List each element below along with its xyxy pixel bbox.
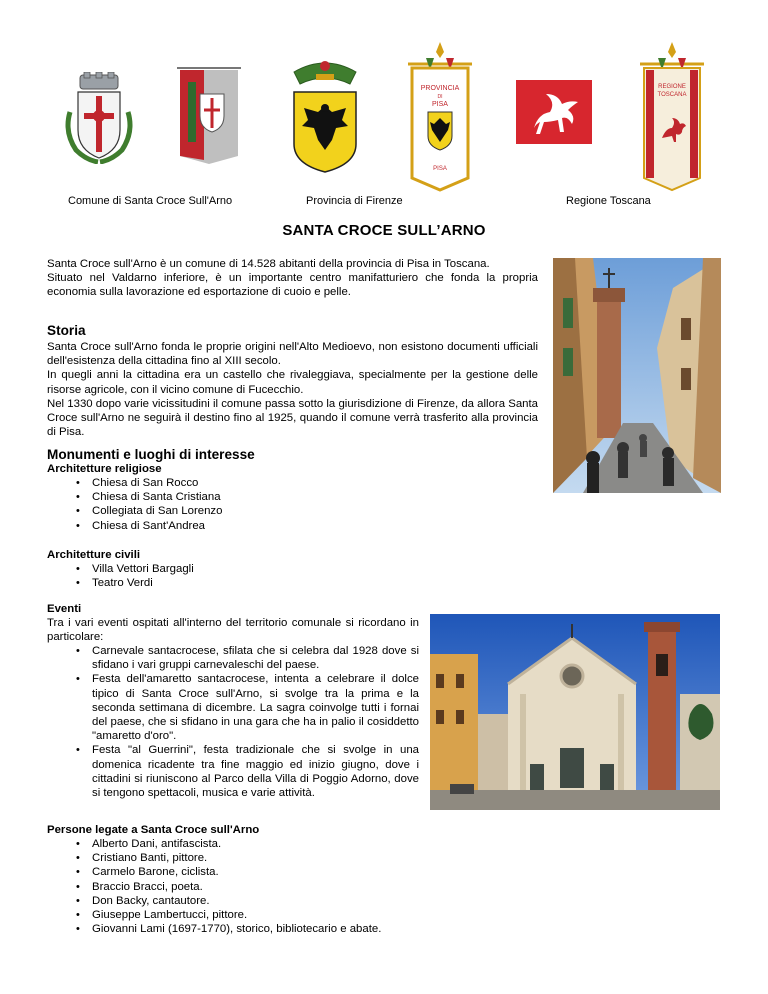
regione-flag bbox=[516, 80, 592, 144]
list-item: • Festa "al Guerrini", festa tradizionale che si svolge in una domenica ricadente tra fine maggio ed inizio giugno, dove i cittadini si riuniscono al Parco della Villa di Poggio Adorno, dove si tengono spettacoli, musica e varie attività. bbox=[47, 743, 419, 800]
list-item: • Chiesa di San Rocco bbox=[47, 476, 538, 490]
list-item: • Braccio Bracci, poeta. bbox=[47, 880, 538, 894]
civili-list bbox=[47, 562, 538, 590]
page-title: SANTA CROCE SULL’ARNO bbox=[282, 222, 486, 239]
caption-regione: Regione Toscana bbox=[566, 195, 651, 207]
eventi-list bbox=[47, 644, 419, 800]
list-item: • Alberto Dani, antifascista. bbox=[47, 837, 538, 851]
list-item: • Carnevale santacrocese, sfilata che si celebra dal 1928 dove si sfidano i vari gruppi carnevaleschi del paese. bbox=[47, 644, 419, 672]
svg-text:PISA: PISA bbox=[432, 101, 448, 108]
storia-paragraph bbox=[47, 340, 538, 439]
list-item: • Giuseppe Lambertucci, pittore. bbox=[47, 908, 538, 922]
list-item: • Collegiata di San Lorenzo bbox=[47, 504, 538, 518]
storia-p1: Santa Croce sull'Arno fonda le proprie origini nell'Alto Medioevo, non esistono documenti ufficiali dell'esistenza della cittadina fino al XIII secolo. bbox=[47, 341, 538, 368]
intro-paragraph bbox=[47, 257, 538, 300]
street-photo bbox=[553, 258, 721, 493]
persone-list bbox=[47, 837, 538, 936]
church-photo bbox=[430, 614, 720, 810]
religiose-heading: Architetture religiose bbox=[47, 463, 162, 475]
svg-text:PROVINCIA: PROVINCIA bbox=[420, 85, 460, 92]
storia-p2: In quegli anni la cittadina era un castello che rivaleggiava, specialmente per la gestione delle risorse agricole, con il vicino comune di Fucecchio. bbox=[47, 369, 538, 396]
list-item: • Festa dell'amaretto santacrocese, intenta a celebrare il dolce tipico di Santa Croce sull'Arno, si svolge tra la prima e la seconda settimana di dicembre. La sagra coinvolge tutti i fornai del paese, che si sfidano in una gara che ha in palio il cosiddetto "amaretto d'oro". bbox=[47, 672, 419, 743]
svg-text:TOSCANA: TOSCANA bbox=[657, 92, 687, 98]
storia-p3: Nel 1330 dopo varie vicissitudini il comune passa sotto la giurisdizione di Firenze, da allora Santa Croce sull'Arno ne seguirà il destino fino al 1925, quando il comune verrà trasferito alla provincia di Pisa. bbox=[47, 397, 538, 439]
civili-heading: Architetture civili bbox=[47, 549, 141, 561]
list-item: • Villa Vettori Bargagli bbox=[47, 562, 538, 576]
caption-provincia: Provincia di Firenze bbox=[306, 195, 403, 207]
list-item: • Chiesa di Santa Cristiana bbox=[47, 490, 538, 504]
svg-text:DI: DI bbox=[437, 94, 443, 100]
eventi-heading: Eventi bbox=[47, 603, 82, 615]
intro-line-2: Situato nel Valdarno inferiore, è un importante centro manifatturiero che fonda la propria economia sulla lavorazione ed esportazione di cuoio e pelle. bbox=[47, 272, 538, 299]
list-item: • Chiesa di Sant'Andrea bbox=[47, 519, 538, 533]
caption-comune: Comune di Santa Croce Sull'Arno bbox=[68, 195, 233, 207]
list-item: • Carmelo Barone, ciclista. bbox=[47, 865, 538, 879]
storia-heading: Storia bbox=[47, 323, 86, 338]
intro-line-1: Santa Croce sull'Arno è un comune di 14.528 abitanti della provincia di Pisa in Toscana. bbox=[47, 258, 490, 270]
list-item: • Cristiano Banti, pittore. bbox=[47, 851, 538, 865]
eventi-intro: Tra i vari eventi ospitati all'interno del territorio comunale si ricordano in particolare: bbox=[47, 617, 419, 644]
regione-gonfalone bbox=[636, 42, 708, 192]
svg-text:REGIONE: REGIONE bbox=[658, 84, 686, 90]
svg-text:PISA: PISA bbox=[433, 166, 447, 172]
monumenti-heading: Monumenti e luoghi di interesse bbox=[47, 447, 255, 462]
list-item: • Don Backy, cantautore. bbox=[47, 894, 538, 908]
list-item: • Teatro Verdi bbox=[47, 576, 538, 590]
religiose-list bbox=[47, 476, 538, 533]
persone-heading: Persone legate a Santa Croce sull'Arno bbox=[47, 824, 260, 836]
list-item: • Giovanni Lami (1697-1770), storico, bibliotecario e abate. bbox=[47, 922, 538, 936]
provincia-coat-of-arms bbox=[288, 54, 362, 174]
comune-gonfalone bbox=[174, 64, 244, 166]
comune-coat-of-arms bbox=[62, 72, 136, 164]
provincia-gonfalone bbox=[402, 42, 478, 192]
